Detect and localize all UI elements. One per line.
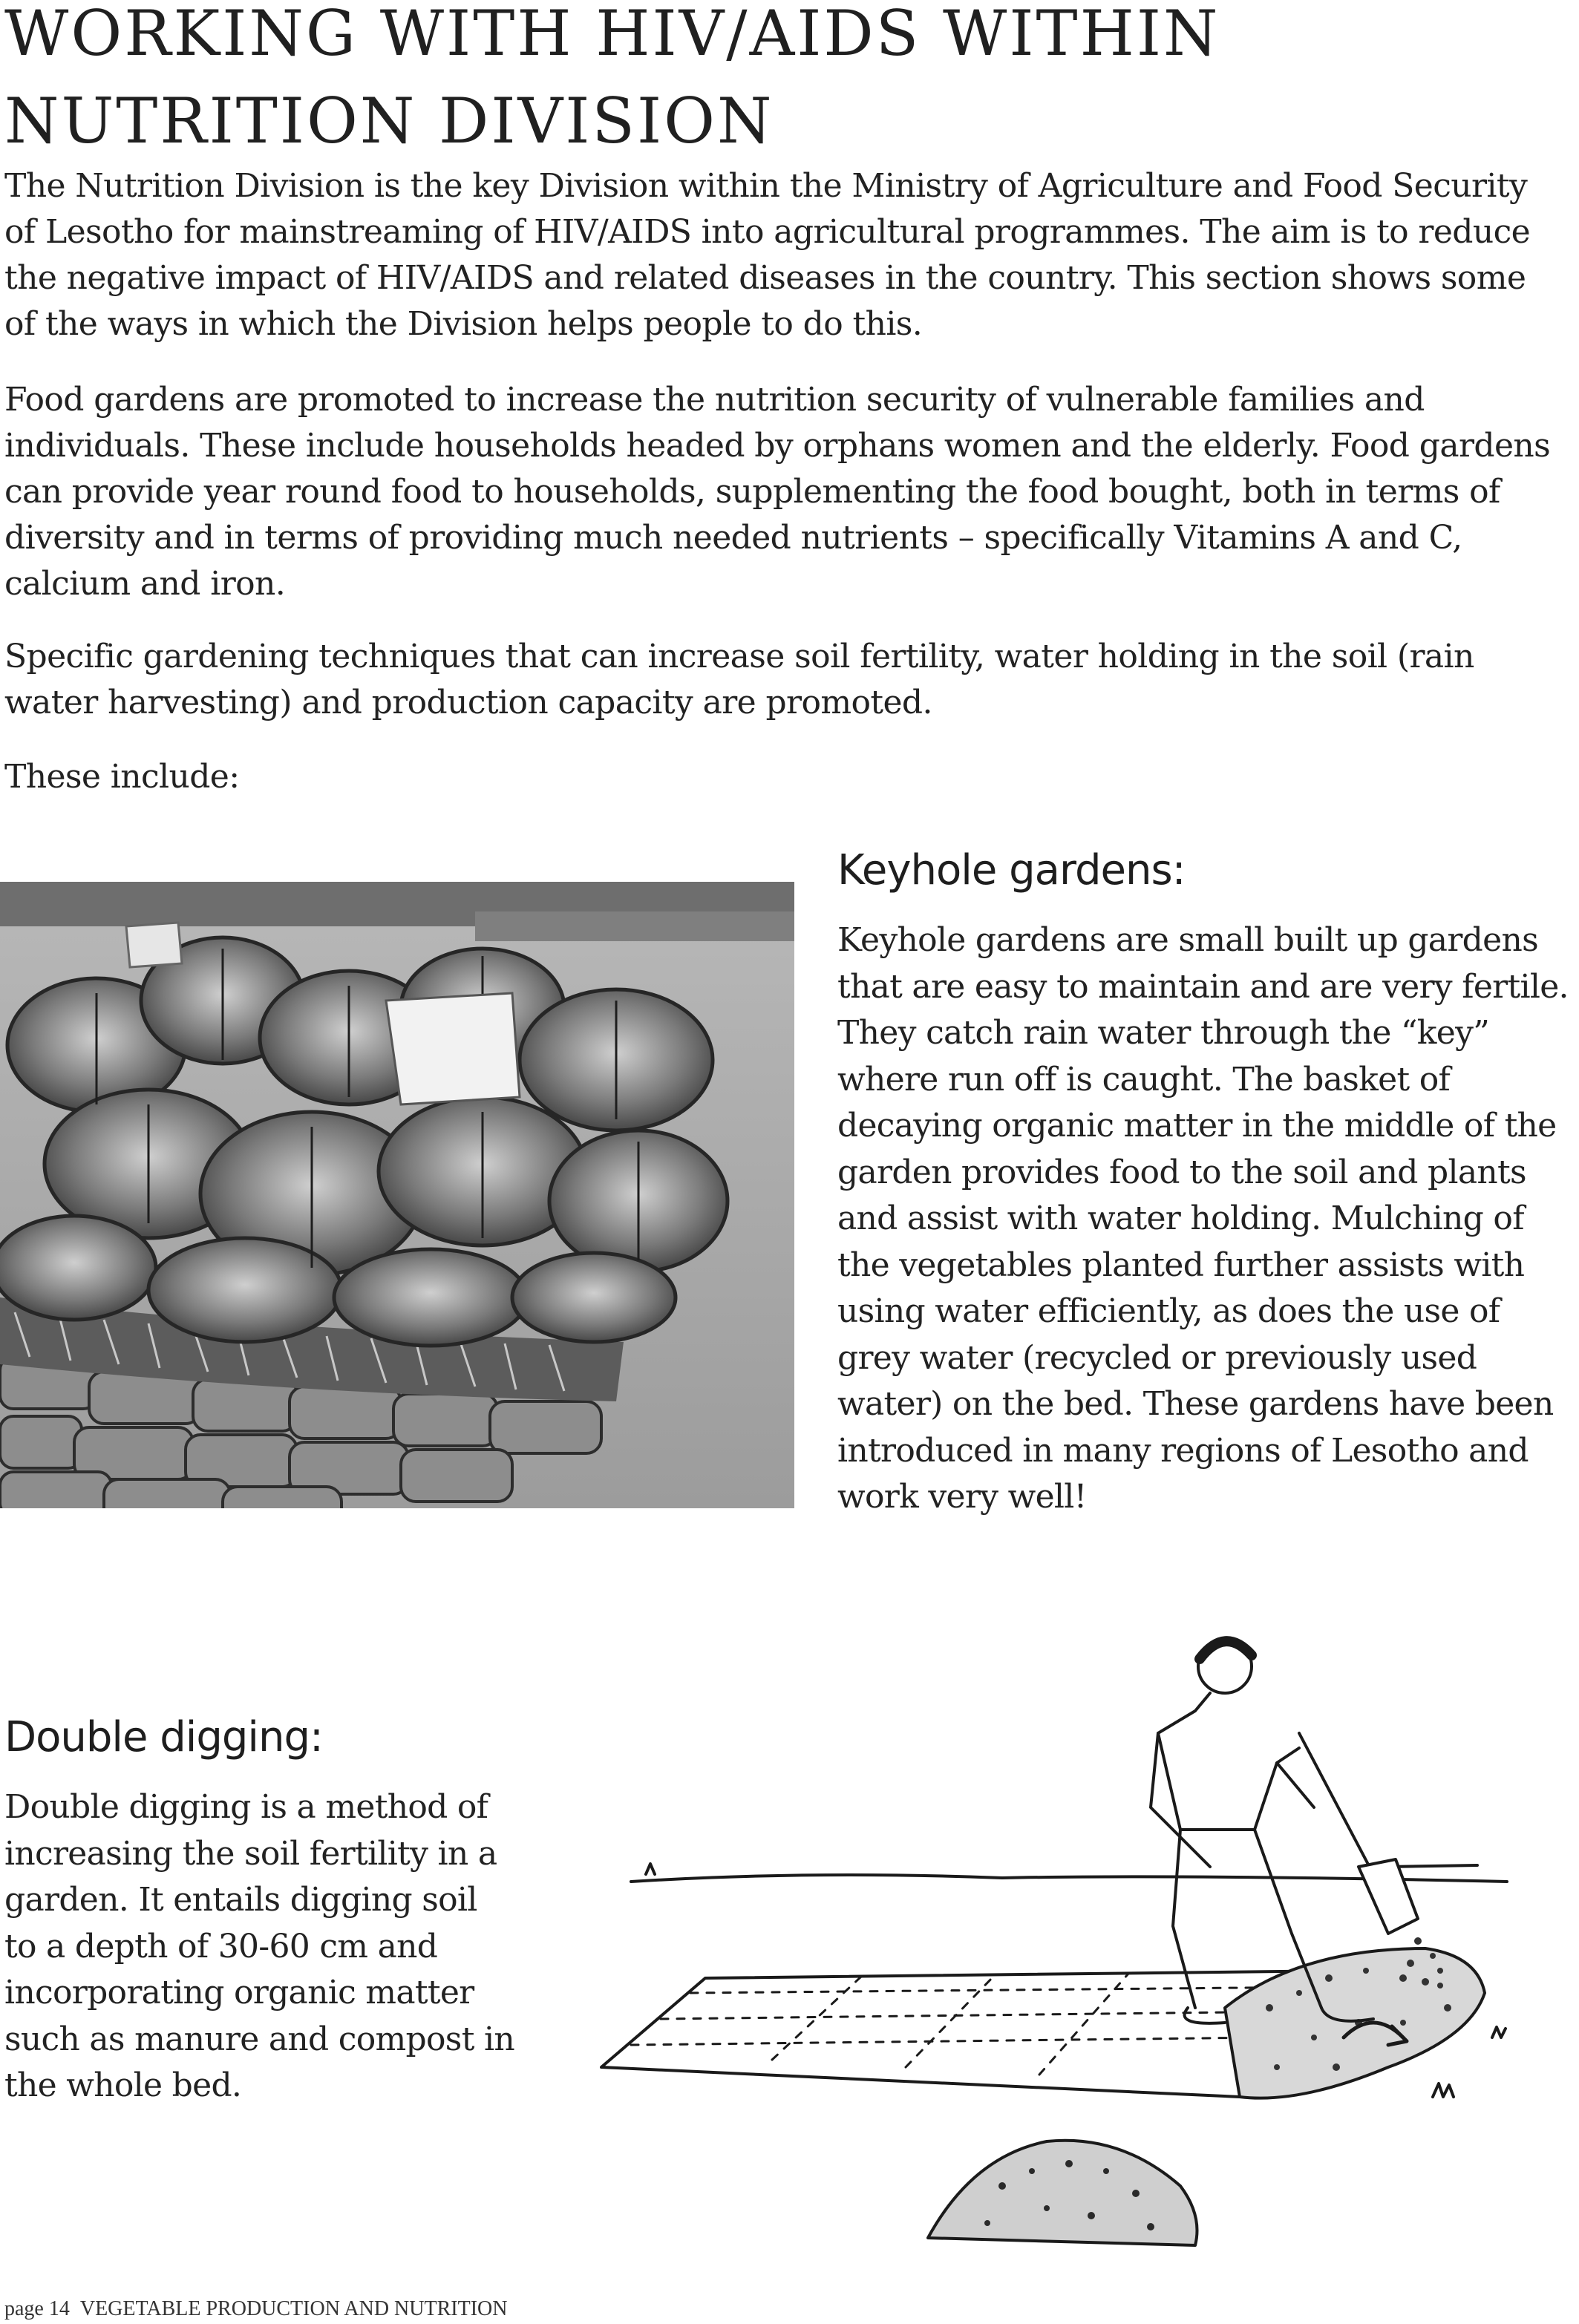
page-footer xyxy=(4,2297,507,2322)
double-digging-heading: Double digging: xyxy=(4,1713,323,1761)
page-title: WORKING WITH HIV/AIDS WITHIN NUTRITION DIVISION xyxy=(4,0,1220,157)
these-include-paragraph: These include: xyxy=(4,758,240,796)
food-gardens-paragraph: Food gardens are promoted to increase the nutrition security of vulnerable families and individuals. These include households headed by orphans women and the elderly. Food gardens can provide year round food to households, supplementing the food bought, both in terms of diversity and in terms of providing much needed nutrients – specifically Vitamins A and C, calcium and iron. xyxy=(4,381,1551,603)
techniques-paragraph: Specific gardening techniques that can increase soil fertility, water holding in the soil (rain water harvesting) and production capacity are promoted. xyxy=(4,638,1474,721)
keyhole-gardens-heading: Keyhole gardens: xyxy=(837,846,1186,894)
double-digging-text: Double digging is a method of increasing the soil fertility in a garden. It entails digging soil to a depth of 30-60 cm and incorporating organic matter such as manure and compost in the whole bed. xyxy=(4,1788,514,2104)
intro-paragraph: The Nutrition Division is the key Division within the Ministry of Agriculture and Food Security of Lesotho for mainstreaming of HIV/AIDS into agricultural programmes. The aim is to reduce the negative impact of HIV/AIDS and related diseases in the country. This section shows some of the ways in which the Division helps people to do this. xyxy=(4,167,1531,343)
book-title: VEGETABLE PRODUCTION AND NUTRITION xyxy=(79,2297,508,2320)
keyhole-gardens-text: Keyhole gardens are small built up gardens that are easy to maintain and are very fertile. They catch rain water through the “key” where run off is caught. The basket of decaying organic matter in the middle of the garden provides food to the soil and plants and assist with water holding. Mulching of the vegetables planted further assists with using water efficiently, as does the use of grey water (recycled or previously used water) on the bed. These gardens have been introduced in many regions of Lesotho and work very well! xyxy=(837,921,1569,1516)
keyhole-garden-photo xyxy=(0,882,794,1508)
page-number: page 14 xyxy=(4,2297,70,2320)
double-digging-illustration xyxy=(586,1622,1552,2275)
